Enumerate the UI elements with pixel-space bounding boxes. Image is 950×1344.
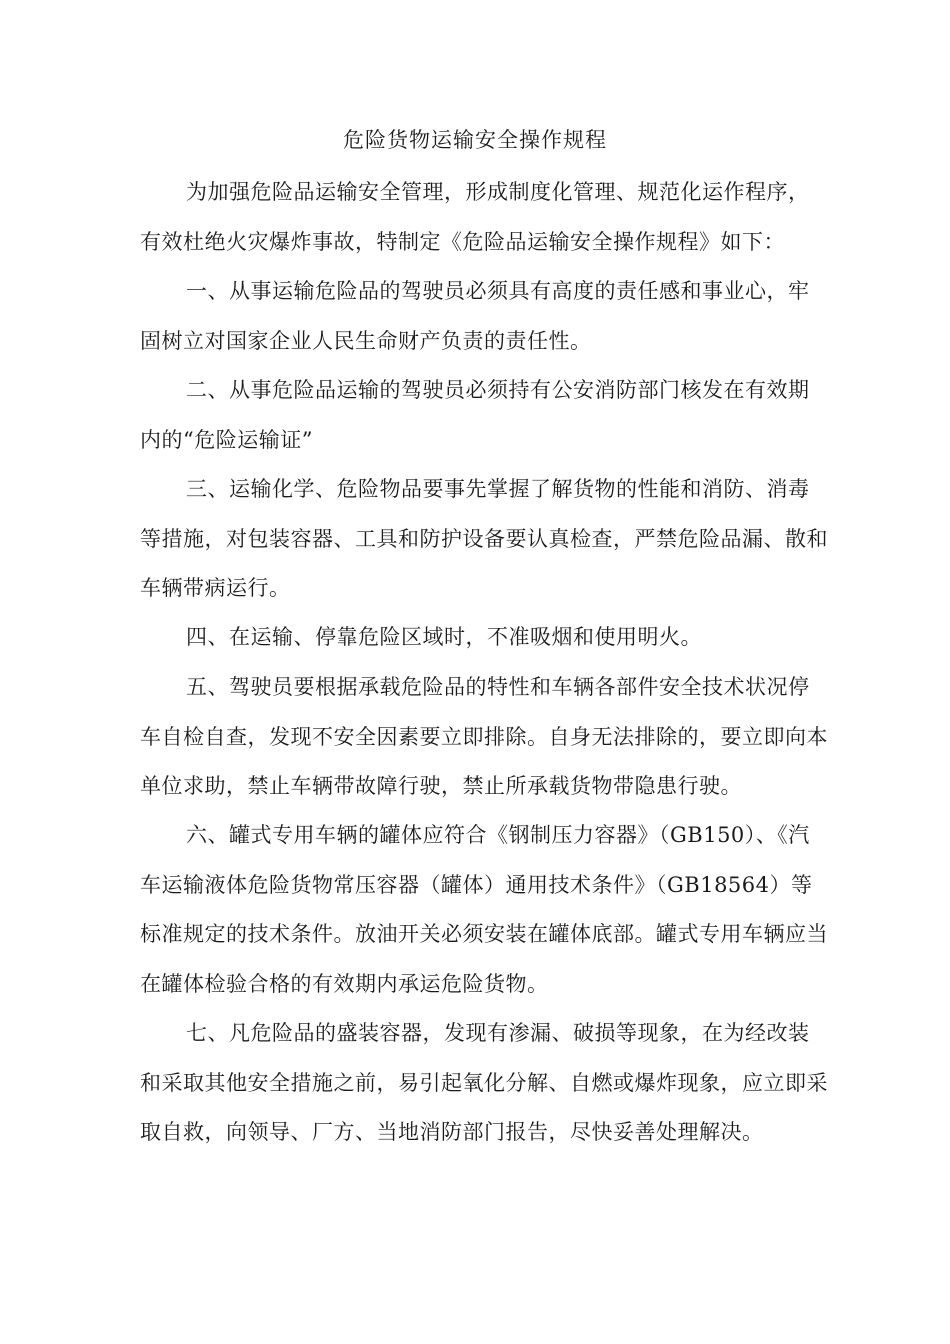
paragraph-item-7: 七、凡危险品的盛装容器，发现有渗漏、破损等现象，在为经改装和采取其他安全措施之前，易引起氧化分解、自燃或爆炸现象，应立即采取自救，向领导、厂方、当地消防部门报告，尽快妥善处理解决。 (140, 1021, 828, 1144)
document-title: 危险货物运输安全操作规程 (343, 128, 607, 152)
paragraph-item-6: 六、罐式专用车辆的罐体应符合《钢制压力容器》（GB150）、《汽车运输液体危险货物常压容器（罐体）通用技术条件》（GB18564）等标准规定的技术条件。放油开关必须安装在罐体底部。罐式专用车辆应当在罐体检验合格的有效期内承运危险货物。 (140, 823, 828, 996)
paragraph-item-5: 五、驾驶员要根据承载危险品的特性和车辆各部件安全技术状况停车自检自查，发现不安全因素要立即排除。自身无法排除的，要立即向本单位求助，禁止车辆带故障行驶，禁止所承载货物带隐患行驶。 (140, 675, 828, 798)
paragraph-item-4: 四、在运输、停靠危险区域时，不准吸烟和使用明火。 (186, 625, 702, 649)
paragraph-intro: 为加强危险品运输安全管理，形成制度化管理、规范化运作程序，有效杜绝火灾爆炸事故，特制定《危险品运输安全操作规程》如下： (140, 180, 810, 254)
paragraph-item-3: 三、运输化学、危险物品要事先掌握了解货物的性能和消防、消毒等措施，对包装容器、工具和防护设备要认真检查，严禁危险品漏、散和车辆带病运行。 (140, 477, 828, 600)
paragraph-item-2: 二、从事危险品运输的驾驶员必须持有公安消防部门核发在有效期内的“危险运输证” (140, 378, 810, 452)
paragraph-item-1: 一、从事运输危险品的驾驶员必须具有高度的责任感和事业心，牢固树立对国家企业人民生命财产负责的责任性。 (140, 279, 810, 353)
